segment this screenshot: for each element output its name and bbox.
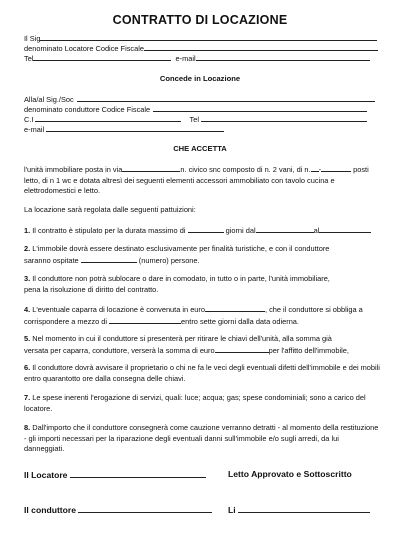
clause-3-number: 3. <box>24 274 31 283</box>
intro-text-1: l'unità immobiliare posta in via <box>24 165 123 174</box>
clause-1-text-c: al <box>313 226 320 235</box>
dal-blank[interactable] <box>256 225 314 233</box>
clause-2-text-c: (numero) persone. <box>138 255 200 265</box>
locatore-denominato-label: denominato Locatore Codice Fiscale <box>24 44 144 53</box>
clause-1-text-a: Il contratto è stipulato per la durata massimo di <box>32 226 186 235</box>
locatore-cf-line <box>24 43 378 53</box>
conduttore-ci-line <box>24 114 367 124</box>
intro-text-2: n. civico snc composto di n. 2 vani, di n. <box>180 165 311 174</box>
locatore-signature-label: Il Locatore <box>24 470 68 480</box>
mezzo-blank[interactable] <box>109 316 181 324</box>
clause-4-text-b: , che il conduttore si obbliga a <box>264 305 363 314</box>
clause-3-text-b: pena la risoluzione di diritto del contratto. <box>24 284 159 294</box>
locatore-cf-blank[interactable] <box>144 43 378 51</box>
conduttore-sig-label: Alla/al Sig./Soc <box>24 95 74 104</box>
conduttore-cf-line <box>24 104 367 114</box>
caparra-blank[interactable] <box>205 304 265 312</box>
durata-blank[interactable] <box>188 225 224 233</box>
clause-1-number: 1. <box>24 226 31 235</box>
conduttore-signature-blank[interactable] <box>78 504 212 513</box>
clause-3-text-a: Il conduttore non potrà sublocare o dare in comodato, in tutto o in parte, l'unità immobiliare, <box>32 274 330 283</box>
intro-text-4: posti letto, di n 1 wc e dotata altresì dei seguenti elementi accessori ammobiliato con tavolo cucina e elettrodomestici e letto. <box>24 165 369 196</box>
locatore-email-label: e-mail <box>175 54 196 63</box>
clause-5-text-a: Nel momento in cui il conduttore si presenterà per ritirare le chiavi dell'unità, alla somma già <box>32 334 332 343</box>
intro-dash: - <box>318 165 322 174</box>
posti-blank-a[interactable] <box>311 164 322 174</box>
clause-6 <box>24 363 380 384</box>
via-blank[interactable] <box>122 164 180 172</box>
locatore-signature-line <box>24 469 206 480</box>
persone-blank[interactable] <box>81 255 137 263</box>
conduttore-denominato-label: denominato conduttore Codice Fiscale <box>24 105 151 114</box>
locatore-tel-label: Tel <box>24 54 34 63</box>
al-blank[interactable] <box>319 225 371 233</box>
accetta-heading: CHE ACCETTA <box>173 144 227 153</box>
clause-4 <box>24 304 380 327</box>
clause-4-number: 4. <box>24 305 31 314</box>
clause-2-text-a: L'immobile dovrà essere destinato esclusivamente per finalità turistiche, e con il conduttore <box>32 244 330 253</box>
locatore-name-blank[interactable] <box>40 33 377 41</box>
locatore-email-blank[interactable] <box>196 53 370 61</box>
clause-6-text: Il conduttore dovrà avvisare il proprietario o chi ne fa le veci degli eventuali difetti dell'immobile e dei mobili entro quarantotto ore dalla consegna delle chiavi. <box>24 363 380 383</box>
conduttore-name-line <box>24 94 375 104</box>
clause-7 <box>24 393 380 414</box>
clause-2-number: 2. <box>24 244 31 253</box>
clause-5-number: 5. <box>24 334 31 343</box>
clause-2-text-b: saranno ospitate <box>24 255 79 265</box>
clause-8-text: Dall'importo che il conduttore consegnerà come cauzione verranno detratti - al momento della restituzione - gli importi necessari per la riparazione degli eventuali danni sull'immobile e/o sugli arredi, da lui danneggiati. <box>24 423 379 454</box>
clause-4-text-d: entro sette giorni dalla data odierna. <box>181 316 299 326</box>
locatore-signature-blank[interactable] <box>70 469 206 478</box>
clause-8 <box>24 423 380 455</box>
li-line <box>228 504 370 515</box>
li-blank[interactable] <box>238 504 370 513</box>
clause-6-number: 6. <box>24 363 31 372</box>
locatore-contact-line <box>24 53 370 63</box>
clause-1 <box>24 225 380 237</box>
locatore-tel-blank[interactable] <box>33 53 171 61</box>
conduttore-name-blank[interactable] <box>77 94 375 102</box>
concede-heading: Concede in Locazione <box>159 74 241 83</box>
clause-7-text: Le spese inerenti l'erogazione di servizi, quali: luce; acqua; gas; spese condominiali; sono a carico del locatore. <box>24 393 366 413</box>
conduttore-email-blank[interactable] <box>46 124 224 132</box>
conduttore-email-label: e-mail <box>24 125 45 134</box>
conduttore-email-line <box>24 124 224 134</box>
locatore-name-line <box>24 33 377 43</box>
conduttore-ci-label: C.I <box>24 115 34 124</box>
conduttore-signature-label: Il conduttore <box>24 505 77 515</box>
conduttore-signature-line <box>24 504 212 515</box>
conduttore-tel-label: Tel <box>189 115 199 124</box>
document-title: CONTRATTO DI LOCAZIONE <box>112 13 288 27</box>
somma-blank[interactable] <box>215 345 269 353</box>
li-label: Li <box>228 505 236 515</box>
conduttore-ci-blank[interactable] <box>35 114 181 122</box>
letto-approvato-label: Letto Approvato e Sottoscritto <box>228 469 352 479</box>
clause-5-text-b: versata per caparra, conduttore, verserà la somma di euro <box>24 345 215 355</box>
clause-4-text-c: corrispondere a mezzo di <box>24 316 107 326</box>
property-description-paragraph <box>24 164 380 197</box>
clause-4-text-a: L'eventuale caparra di locazione è convenuta in euro <box>32 305 205 314</box>
pattuizioni-intro: La locazione sarà regolata dalle seguenti pattuizioni: <box>24 205 196 214</box>
conduttore-cf-blank[interactable] <box>153 104 367 112</box>
clause-2 <box>24 244 380 266</box>
clause-5-text-c: per l'affitto dell'immobile, <box>268 345 349 355</box>
clause-1-text-b: giorni dal <box>225 226 256 235</box>
clause-7-number: 7. <box>24 393 31 402</box>
clause-5 <box>24 334 380 356</box>
locatore-sig-label: Il Sig <box>24 34 41 43</box>
conduttore-tel-blank[interactable] <box>201 114 367 122</box>
posti-blank-b[interactable] <box>318 164 351 174</box>
clause-3 <box>24 274 380 295</box>
clause-8-number: 8. <box>24 423 31 432</box>
